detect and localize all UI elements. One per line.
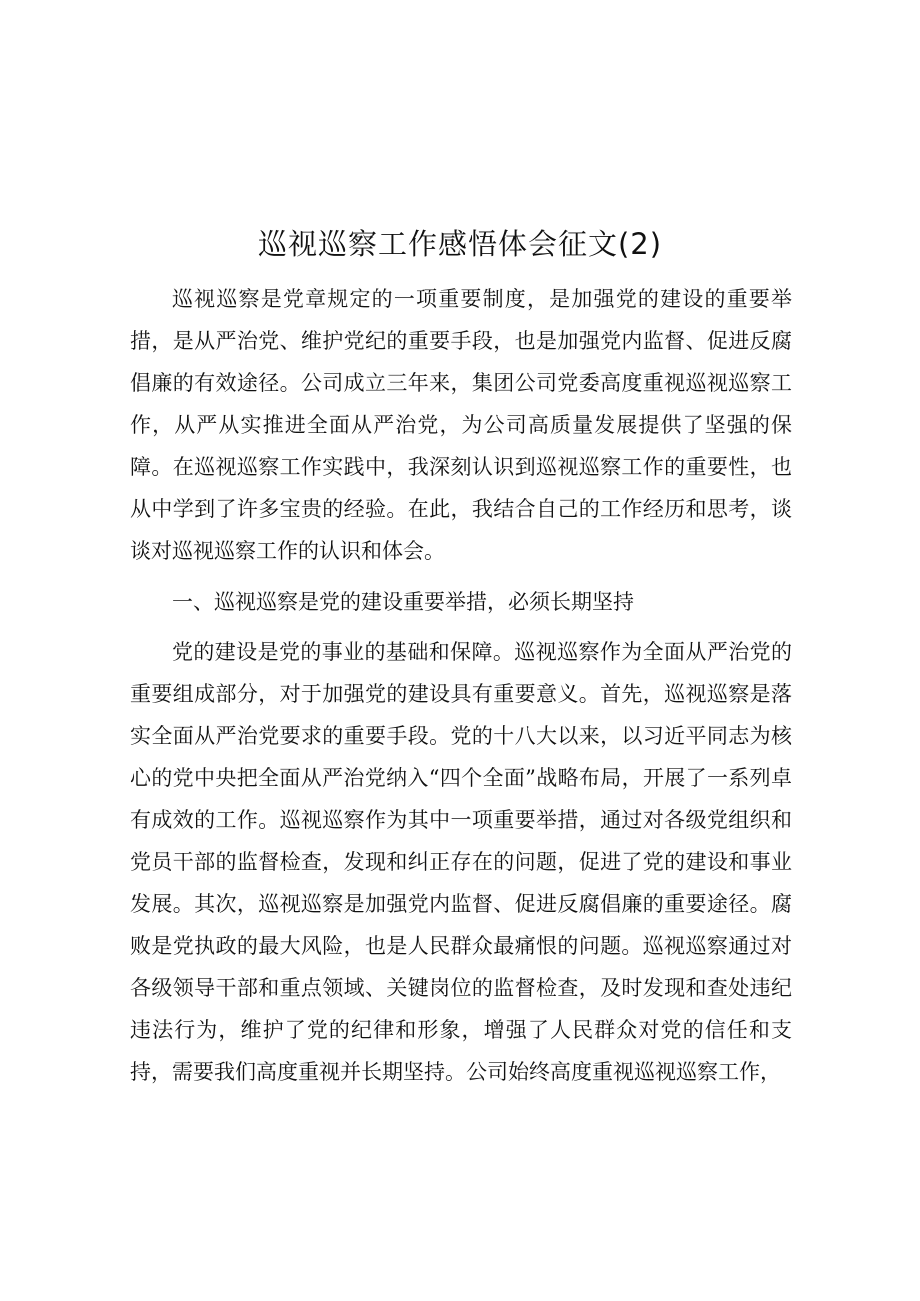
intro-paragraph: 巡视巡察是党章规定的一项重要制度，是加强党的建设的重要举措，是从严治党、维护党纪的重要手段，也是加强党内监督、促进反腐倡廉的有效途径。公司成立三年来，集团公司党委高度重视巡视巡察工作，从严从实推进全面从严治党，为公司高质量发展提供了坚强的保障。在巡视巡察工作实践中，我深刻认识到巡视巡察工作的重要性，也从中学到了许多宝贵的经验。在此，我结合自己的工作经历和思考，谈谈对巡视巡察工作的认识和体会。 [130, 287, 792, 563]
document-title: 巡视巡察工作感悟体会征文(2) [257, 227, 663, 261]
section-heading-1: 一、巡视巡察是党的建设重要举措，必须长期坚持 [172, 590, 634, 614]
body-paragraph: 党的建设是党的事业的基础和保障。巡视巡察作为全面从严治党的重要组成部分，对于加强党的建设具有重要意义。首先，巡视巡察是落实全面从严治党要求的重要手段。党的十八大以来，以习近平同志为核心的党中央把全面从严治党纳入“四个全面”战略布局，开展了一系列卓有成效的工作。巡视巡察作为其中一项重要举措，通过对各级党组织和党员干部的监督检查，发现和纠正存在的问题，促进了党的建设和事业发展。其次，巡视巡察是加强党内监督、促进反腐倡廉的重要途径。腐败是党执政的最大风险，也是人民群众最痛恨的问题。巡视巡察通过对各级领导干部和重点领域、关键岗位的监督检查，及时发现和查处违纪违法行为，维护了党的纪律和形象，增强了人民群众对党的信任和支持，需要我们高度重视并长期坚持。公司始终高度重视巡视巡察工作， [130, 640, 792, 1084]
